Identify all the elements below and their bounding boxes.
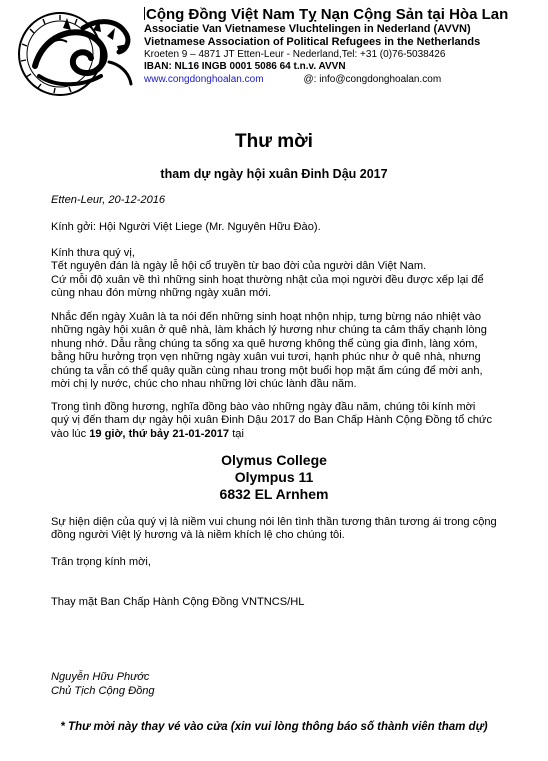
opening-paragraph <box>51 247 521 301</box>
fourth-paragraph <box>51 516 521 543</box>
event-time: 19 giờ, thứ bảy 21-01-2017 <box>89 427 230 440</box>
footnote: * Thư mời này thay vé vào cửa (xin vui lòng thông báo số thành viên tham dự) <box>60 721 488 733</box>
para3-line: quý vị đến tham dự ngày hội xuân Đinh Dậu 2017 do Ban Chấp Hành Cộng Đồng tổ chức <box>51 414 493 427</box>
third-paragraph <box>51 401 521 441</box>
org-address: Kroeten 9 – 4871 JT Etten-Leur - Nederland,Tel: +31 (0)76-5038426 <box>144 49 446 60</box>
para3-last-line: vào lúc 19 giờ, thứ bảy 21-01-2017 tại <box>51 427 244 440</box>
closing-line: Trân trọng kính mời, <box>51 556 151 568</box>
para4-line: Sự hiện diện của quý vị là niềm vui chung nói lên tình thần tương thân tương ái trong cộng <box>51 516 497 528</box>
venue-city: 6832 EL Arnhem <box>219 486 329 502</box>
recipient-line: Kính gởi: Hội Người Việt Liege (Mr. Nguyên Hữu Đào). <box>51 221 321 233</box>
para1-line: Tết nguyên đán là ngày lễ hội cổ truyền từ bao đời của người dân Việt Nam. <box>51 260 427 273</box>
para2-line: Nhắc đến ngày Xuân là ta nói đến những sinh hoạt nhộn nhịp, tưng bừng náo nhiệt vào <box>51 311 481 323</box>
greeting: Kính thưa quý vị, <box>51 247 135 259</box>
para4-line: đồng người Việt lý hương và là niềm khích lệ cho chúng tôi. <box>51 529 345 542</box>
letter-title: Thư mời <box>235 131 313 152</box>
para2-line: những ngày hội xuân ở quê nhà, làm khách lý hương như chúng ta cảm thấy chạnh lòng <box>51 324 487 337</box>
on-behalf-line: Thay mặt Ban Chấp Hành Cộng Đồng VNTNCS/HL <box>51 596 305 608</box>
date-line: Etten-Leur, 20-12-2016 <box>51 194 166 206</box>
org-name-vi: Cộng Đồng Việt Nam Tỵ Nạn Cộng Sản tại Hòa Lan <box>146 6 509 23</box>
para1-line: cùng nhau đón mừng những ngày xuân mới. <box>51 287 272 300</box>
para2-line: mời chị ly nước, chúc cho nhau những lời chúc lành đầu năm. <box>51 378 357 391</box>
venue-street: Olympus 11 <box>234 469 314 485</box>
letterhead <box>144 6 544 86</box>
para2-line: nhung nhớ. Dẫu rằng chúng ta sống xa quê hương không thể cùng gia đình, làng xóm, <box>51 337 478 350</box>
org-name-nl: Associatie Van Vietnamese Vluchtelingen in Nederland (AVVN) <box>144 23 471 35</box>
signer-name: Nguyễn Hữu Phước <box>51 671 150 683</box>
org-name-en: Vietnamese Association of Political Refugees in the Netherlands <box>144 36 481 48</box>
letter-subtitle: tham dự ngày hội xuân Đinh Dậu 2017 <box>160 167 388 181</box>
para1-line: Cứ mỗi độ xuân về thì những sinh hoạt thường nhật của mọi người đều được xếp lại để <box>51 273 484 286</box>
signer-title: Chủ Tịch Cộng Đồng <box>51 685 155 697</box>
venue-name: Olymus College <box>221 452 327 468</box>
second-paragraph <box>51 311 521 391</box>
para3-line: Trong tình đồng hương, nghĩa đồng bào vào những ngày đầu năm, chúng tôi kính mời <box>51 401 476 413</box>
para2-line: chúng ta vẫn có thể quây quần cùng nhau trong một buổi họp mặt ấm cúng để mời anh, <box>51 364 483 377</box>
email-text[interactable]: @: info@congdonghoalan.com <box>303 74 442 85</box>
org-contact <box>144 74 544 86</box>
website-link[interactable]: www.congdonghoalan.com <box>144 74 264 85</box>
para2-line: bằng hữu hưởng trọn vẹn những ngày xuân vui tươi, hạnh phúc như ở quê nhà, nhưng <box>51 351 481 364</box>
org-bank: IBAN: NL16 INGB 0001 5086 64 t.n.v. AVVN <box>144 61 346 72</box>
association-logo <box>13 6 139 100</box>
